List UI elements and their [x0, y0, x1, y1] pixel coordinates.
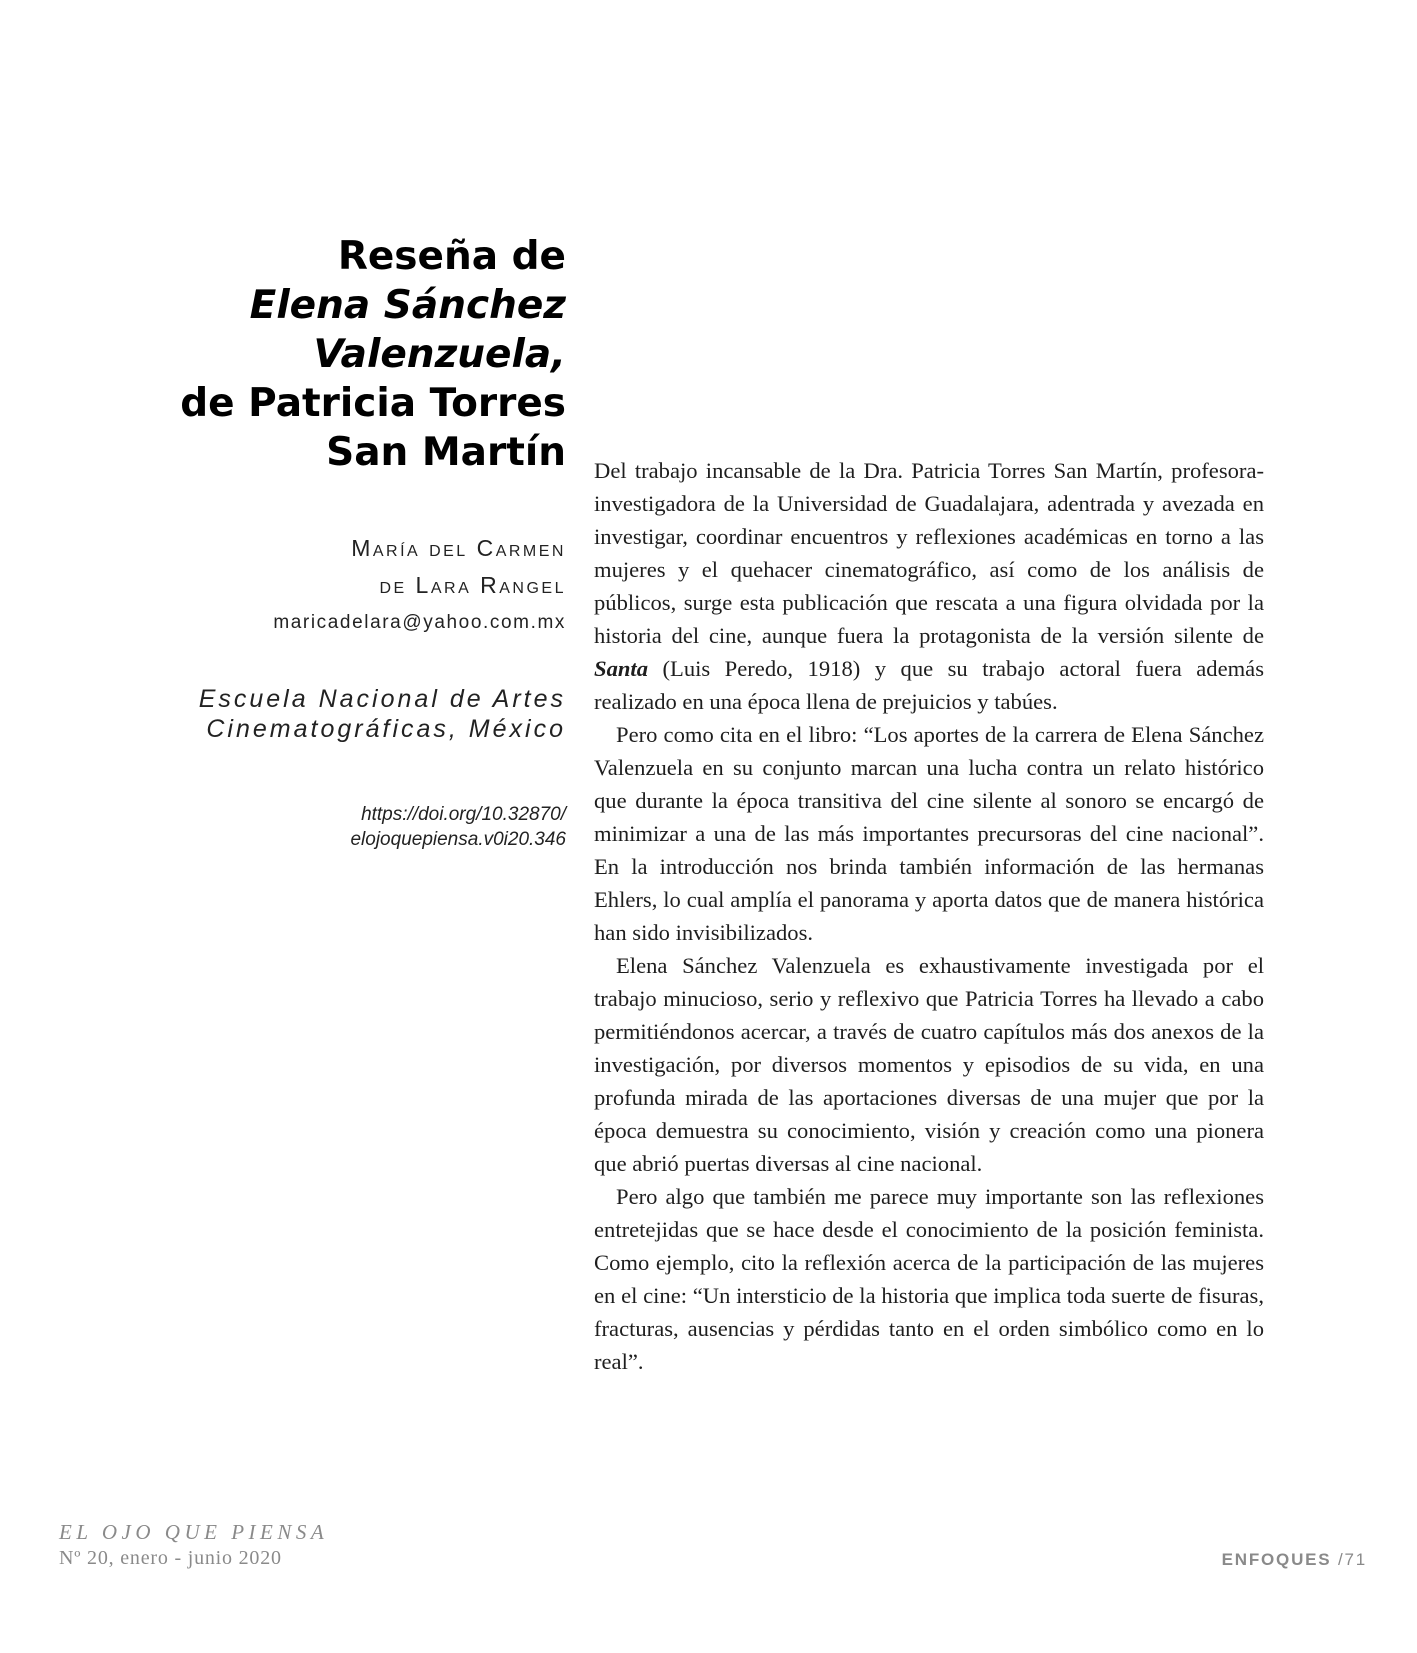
- title-line: de Patricia Torres: [180, 381, 566, 426]
- body-paragraph: Pero como cita en el libro: “Los aportes de la carrera de Elena Sánchez Valenzuela en su conjunto marcan una lucha contra un relato histórico que durante la época transitiva del cine silente al sonoro se encargó de minimizar a una de las más importantes precursoras del cine nacional”. En la introducción nos brinda también información de las hermanas Ehlers, lo cual amplía el panorama y aporta datos que de manera histórica han sido invisibilizados.: [594, 722, 1264, 945]
- title-line-book: Elena Sánchez: [249, 283, 566, 328]
- section-name: ENFOQUES: [1221, 1550, 1332, 1569]
- author-email[interactable]: maricadelara@yahoo.com.mx: [273, 612, 566, 633]
- journal-footer: [59, 1519, 328, 1572]
- author-name-line: de Lara Rangel: [379, 572, 566, 598]
- body-paragraph: [594, 454, 1264, 718]
- body-text: (Luis Peredo, 1918) y que su trabajo actoral fuera además realizado en una época llena de prejuicios y tabúes.: [594, 656, 1264, 714]
- title-line: Reseña de: [337, 234, 566, 279]
- author-name-line: María del Carmen: [351, 535, 566, 561]
- body-paragraph: Pero algo que también me parece muy importante son las reflexiones entretejidas que se hace desde el conocimiento de la posición feminista. Como ejemplo, cito la reflexión acerca de la participación de las mujeres en el cine: “Un intersticio de la historia que implica toda suerte de fisuras, fracturas, ausencias y pérdidas tanto en el orden simbólico como en lo real”.: [594, 1184, 1264, 1374]
- body-text: Del trabajo incansable de la Dra. Patricia Torres San Martín, profesora-investigadora de la Universidad de Guadalajara, adentrada y avezada en investigar, coordinar encuentros y reflexiones académicas en torno a las mujeres y el quehacer cinematográfico, así como de los análisis de públicos, surge esta publicación que rescata a una figura olvidada por la historia del cine, aunque fuera la protagonista de la versión silente de: [594, 458, 1264, 648]
- title-line-book: Valenzuela,: [313, 332, 566, 377]
- article-body: [594, 454, 1264, 1378]
- page-number: /71: [1331, 1550, 1367, 1569]
- title-line: San Martín: [326, 430, 566, 475]
- author-name: [120, 530, 566, 604]
- film-title: Santa: [594, 656, 649, 681]
- issue-info: Nº 20, enero - junio 2020: [59, 1547, 282, 1569]
- doi-line: https://doi.org/10.32870/: [361, 804, 566, 825]
- doi-line: elojoquepiensa.v0i20.346: [350, 829, 566, 850]
- author-affiliation: [120, 684, 566, 744]
- page-footer: [1222, 1550, 1367, 1570]
- article-header: [120, 232, 566, 852]
- body-paragraph: Elena Sánchez Valenzuela es exhaustivamente investigada por el trabajo minucioso, serio y reflexivo que Patricia Torres ha llevado a cabo permitiéndonos acercar, a través de cuatro capítulos más dos anexos de la investigación, por diversos momentos y episodios de su vida, en una profunda mirada de las aportaciones diversas de una mujer que por la época demuestra su conocimiento, visión y creación como una pionera que abrió puertas diversas al cine nacional.: [594, 953, 1264, 1176]
- doi-link[interactable]: [120, 802, 566, 852]
- affiliation-line: Escuela Nacional de Artes: [198, 685, 566, 713]
- affiliation-line: Cinematográficas, México: [206, 715, 566, 743]
- journal-name: EL OJO QUE PIENSA: [59, 1520, 329, 1544]
- article-title: [120, 232, 566, 477]
